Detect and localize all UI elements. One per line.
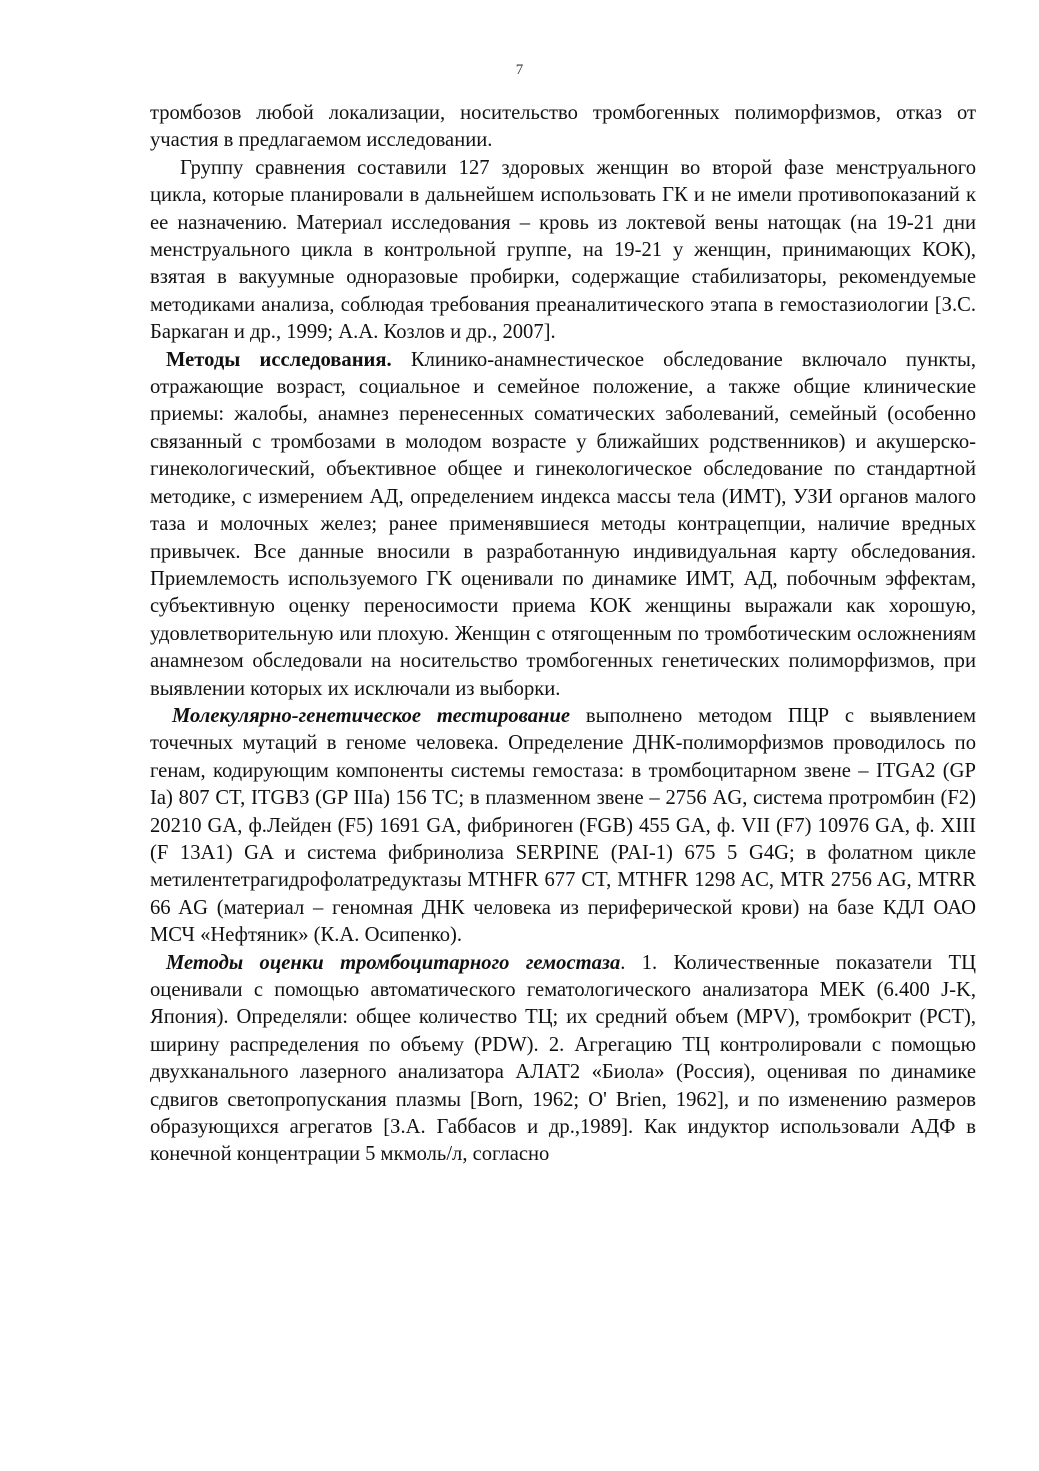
- section-heading: Методы оценки тромбоцитарного гемостаза: [166, 951, 621, 974]
- paragraph-comparison-group: [150, 155, 976, 347]
- body-text: [150, 100, 976, 1169]
- page-number: 7: [515, 62, 524, 78]
- paragraph-text: выполнено методом ПЦР с выявлением точечных мутаций в геноме человека. Определение ДНК-полиморфизмов проводилось по генам, кодирующим компоненты системы гемостаза: в тромбоцитарном звене – ITGA2 (GP Ia) 807 CT, ITGB3 (GP IIIa) 156 TC; в плазменном звене – 2756 AG, система протромбин (F2) 20210 GA, ф.Лейден (F5) 1691 GA, фибриноген (FGB) 455 GA, ф. VII (F7) 10976 GA, ф. XIII (F 13A1) GA и система фибринолиза SERPINE (PAI-1) 675 5 G4G; в фолатном цикле метилентетрагидрофолатредуктазы MTHFR 677 CT, MTHFR 1298 AC, MTR 2756 AG, MTRR 66 AG (материал – геномная ДНК человека из периферической крови) на базе КДЛ ОАО МСЧ «Нефтяник» (К.А. Осипенко).: [150, 704, 976, 947]
- paragraph-text: Клинико-анамнестическое обследование включало пункты, отражающие возраст, социальное и семейное положение, а также общие клинические приемы: жалобы, анамнез перенесенных соматических заболеваний, семейный (особенно связанный с тромбозами в молодом возрасте у ближайших родственников) и акушерско-гинекологический, объективное общее и гинекологическое обследование по стандартной методике, с измерением АД, определением индекса массы тела (ИМТ), УЗИ органов малого таза и молочных желез; ранее применявшиеся методы контрацепции, наличие вредных привычек. Все данные вносили в разработанную индивидуальная карту обследования. Приемлемость используемого ГК оценивали по динамике ИМТ, АД, побочным эффектам, субъективную оценку переносимости приема КОК женщины выражали как хорошую, удовлетворительную или плохую. Женщин с отягощенным по тромботическим осложнениям анамнезом обследовали на носительство тромбогенных генетических полиморфизмов, при выявлении которых их исключали из выборки.: [150, 348, 976, 700]
- paragraph-platelet-methods: [150, 950, 976, 1169]
- paragraph-text: . 1. Количественные показатели ТЦ оценивали с помощью автоматического гематологического анализатора MEK (6.400 J-K, Япония). Определяли: общее количество ТЦ; их средний объем (MPV), тромбокрит (PCT), ширину распределения по объему (PDW). 2. Агрегацию ТЦ контролировали с помощью двухканального лазерного анализатора АЛАТ2 «Биола» (Россия), оценивая по динамике сдвигов светопропускания плазмы [Born, 1962; O' Brien, 1962], и по изменению размеров образующихся агрегатов [З.А. Габбасов и др.,1989]. Как индуктор использовали АДФ в конечной концентрации 5 мкмоль/л, согласно: [150, 951, 976, 1166]
- paragraph-molecular-genetic: [150, 703, 976, 950]
- paragraph-text: тромбозов любой локализации, носительство тромбогенных полиморфизмов, отказ от участия в предлагаемом исследовании.: [150, 102, 976, 152]
- paragraph-research-methods: [150, 347, 976, 703]
- paragraph-text: Группу сравнения составили 127 здоровых женщин во второй фазе менструального цикла, которые планировали в дальнейшем использовать ГК и не имели противопоказаний к ее назначению. Материал исследования – кровь из локтевой вены натощак (на 19-21 дни менструального цикла в контрольной группе, на 19-21 у женщин, принимающих КОК), взятая в вакуумные одноразовые пробирки, содержащие стабилизаторы, рекомендуемые методиками анализа, соблюдая требования преаналитического этапа в гемостазиологии [З.С. Баркаган и др., 1999; А.А. Козлов и др., 2007].: [150, 156, 976, 344]
- section-heading: Молекулярно-генетическое тестирование: [172, 704, 571, 727]
- paragraph-continuation: [150, 100, 976, 155]
- section-heading: Методы исследования.: [166, 348, 392, 371]
